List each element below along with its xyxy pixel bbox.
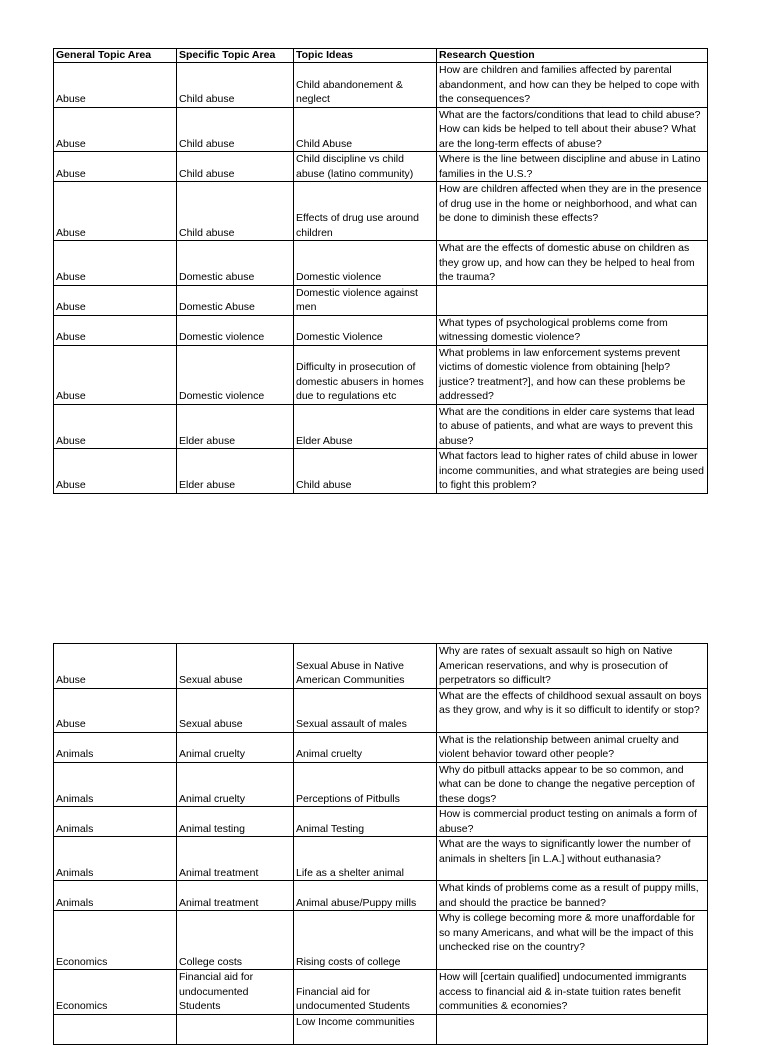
topic-ideas-cell: Perceptions of Pitbulls (294, 762, 437, 807)
table-row (54, 732, 708, 762)
table-row (54, 345, 708, 404)
table-row (54, 911, 708, 970)
topic-ideas-cell: Sexual Abuse in Native American Communities (294, 644, 437, 689)
specific-topic-cell: Elder abuse (177, 449, 294, 494)
header-specific-topic: Specific Topic Area (177, 49, 294, 63)
topic-ideas-cell: Rising costs of college (294, 911, 437, 970)
topic-ideas-cell: Sexual assault of males (294, 688, 437, 732)
header-research-question: Research Question (437, 49, 708, 63)
general-topic-cell: Abuse (54, 315, 177, 345)
research-question-cell: Where is the line between discipline and abuse in Latino families in the U.S.? (437, 152, 708, 182)
specific-topic-cell: Child abuse (177, 152, 294, 182)
research-question-cell: What is the relationship between animal cruelty and violent behavior toward other people? (437, 732, 708, 762)
specific-topic-cell: Sexual abuse (177, 644, 294, 689)
general-topic-cell: Abuse (54, 404, 177, 449)
table-row (54, 688, 708, 732)
general-topic-cell: Abuse (54, 107, 177, 152)
table-row (54, 107, 708, 152)
topic-ideas-cell: Life as a shelter animal (294, 837, 437, 881)
general-topic-cell: Animals (54, 807, 177, 837)
general-topic-cell (54, 1014, 177, 1044)
specific-topic-cell: Child abuse (177, 107, 294, 152)
research-question-cell: How are children and families affected by parental abandonment, and how can they be helped to cope with the consequences? (437, 63, 708, 108)
general-topic-cell: Animals (54, 732, 177, 762)
specific-topic-cell: Domestic abuse (177, 241, 294, 286)
table-row-partial (54, 1014, 708, 1044)
table-row (54, 837, 708, 881)
table-row (54, 449, 708, 494)
topic-ideas-cell: Animal cruelty (294, 732, 437, 762)
research-question-cell: Why is college becoming more & more unaffordable for so many Americans, and what will be the impact of this unchecked rise on the country? (437, 911, 708, 970)
topic-ideas-cell: Child abuse (294, 449, 437, 494)
specific-topic-cell: Domestic violence (177, 345, 294, 404)
header-general-topic: General Topic Area (54, 49, 177, 63)
table-row (54, 644, 708, 689)
specific-topic-cell: Financial aid for undocumented Students (177, 970, 294, 1015)
topic-ideas-cell: Animal Testing (294, 807, 437, 837)
research-question-cell: Why do pitbull attacks appear to be so common, and what can be done to change the negative perception of these dogs? (437, 762, 708, 807)
specific-topic-cell: Animal cruelty (177, 762, 294, 807)
general-topic-cell: Abuse (54, 241, 177, 286)
topic-ideas-cell: Elder Abuse (294, 404, 437, 449)
specific-topic-cell: Animal treatment (177, 881, 294, 911)
research-question-cell: Why are rates of sexualt assault so high on Native American reservations, and why is prosecution of perpetrators so difficult? (437, 644, 708, 689)
research-question-cell: What are the effects of domestic abuse on children as they grow up, and how can they be helped to heal from the trauma? (437, 241, 708, 286)
general-topic-cell: Animals (54, 837, 177, 881)
topic-ideas-cell: Child Abuse (294, 107, 437, 152)
general-topic-cell: Abuse (54, 644, 177, 689)
topic-ideas-cell: Domestic Violence (294, 315, 437, 345)
research-question-cell: What types of psychological problems come from witnessing domestic violence? (437, 315, 708, 345)
specific-topic-cell: Child abuse (177, 182, 294, 241)
general-topic-cell: Abuse (54, 152, 177, 182)
table-row (54, 152, 708, 182)
general-topic-cell: Abuse (54, 345, 177, 404)
general-topic-cell: Animals (54, 762, 177, 807)
general-topic-cell: Abuse (54, 449, 177, 494)
specific-topic-cell: Animal treatment (177, 837, 294, 881)
specific-topic-cell: Animal testing (177, 807, 294, 837)
table-row (54, 970, 708, 1015)
general-topic-cell: Economics (54, 911, 177, 970)
header-row (54, 49, 708, 63)
topic-ideas-cell: Low Income communities (294, 1014, 437, 1044)
general-topic-cell: Abuse (54, 285, 177, 315)
topic-ideas-cell: Animal abuse/Puppy mills (294, 881, 437, 911)
table-row (54, 63, 708, 108)
table-row (54, 404, 708, 449)
table-row (54, 182, 708, 241)
general-topic-cell: Economics (54, 970, 177, 1015)
topic-ideas-cell: Effects of drug use around children (294, 182, 437, 241)
specific-topic-cell: Animal cruelty (177, 732, 294, 762)
research-question-cell: What are the factors/conditions that lead to child abuse? How can kids be helped to tell about their abuse? What are the long-term effects of abuse? (437, 107, 708, 152)
specific-topic-cell: Domestic violence (177, 315, 294, 345)
research-question-cell: How are children affected when they are in the presence of drug use in the home or neighborhood, and what can be done to diminish these effects? (437, 182, 708, 241)
header-topic-ideas: Topic Ideas (294, 49, 437, 63)
topic-ideas-cell: Financial aid for undocumented Students (294, 970, 437, 1015)
research-question-cell: How will [certain qualified] undocumented immigrants access to financial aid & in-state tuition rates benefit communities & economies? (437, 970, 708, 1015)
research-question-cell: What factors lead to higher rates of child abuse in lower income communities, and what strategies are being used to fight this problem? (437, 449, 708, 494)
specific-topic-cell: Domestic Abuse (177, 285, 294, 315)
table-row (54, 881, 708, 911)
specific-topic-cell (177, 1014, 294, 1044)
research-question-cell: How is commercial product testing on animals a form of abuse? (437, 807, 708, 837)
general-topic-cell: Abuse (54, 63, 177, 108)
topic-ideas-cell: Difficulty in prosecution of domestic abusers in homes due to regulations etc (294, 345, 437, 404)
table-row (54, 315, 708, 345)
topics-table-2 (53, 643, 708, 1045)
specific-topic-cell: Child abuse (177, 63, 294, 108)
topic-ideas-cell: Domestic violence against men (294, 285, 437, 315)
topic-ideas-cell: Child discipline vs child abuse (latino community) (294, 152, 437, 182)
specific-topic-cell: Elder abuse (177, 404, 294, 449)
specific-topic-cell: Sexual abuse (177, 688, 294, 732)
general-topic-cell: Abuse (54, 182, 177, 241)
table-row (54, 762, 708, 807)
topic-ideas-cell: Child abandonement & neglect (294, 63, 437, 108)
research-question-cell: What problems in law enforcement systems prevent victims of domestic violence from obtaining [help? justice? treatment?], and how can these problems be addressed? (437, 345, 708, 404)
table-row (54, 241, 708, 286)
research-question-cell: What kinds of problems come as a result of puppy mills, and should the practice be banned? (437, 881, 708, 911)
general-topic-cell: Animals (54, 881, 177, 911)
table-row (54, 285, 708, 315)
research-question-cell: What are the effects of childhood sexual assault on boys as they grow, and why is it so difficult to identify or stop? (437, 688, 708, 732)
specific-topic-cell: College costs (177, 911, 294, 970)
research-question-cell: What are the conditions in elder care systems that lead to abuse of patients, and what are ways to prevent this abuse? (437, 404, 708, 449)
research-question-cell (437, 1014, 708, 1044)
topic-ideas-cell: Domestic violence (294, 241, 437, 286)
general-topic-cell: Abuse (54, 688, 177, 732)
topics-table-1 (53, 48, 708, 494)
table-row (54, 807, 708, 837)
research-question-cell (437, 285, 708, 315)
research-question-cell: What are the ways to significantly lower the number of animals in shelters [in L.A.] without euthanasia? (437, 837, 708, 881)
